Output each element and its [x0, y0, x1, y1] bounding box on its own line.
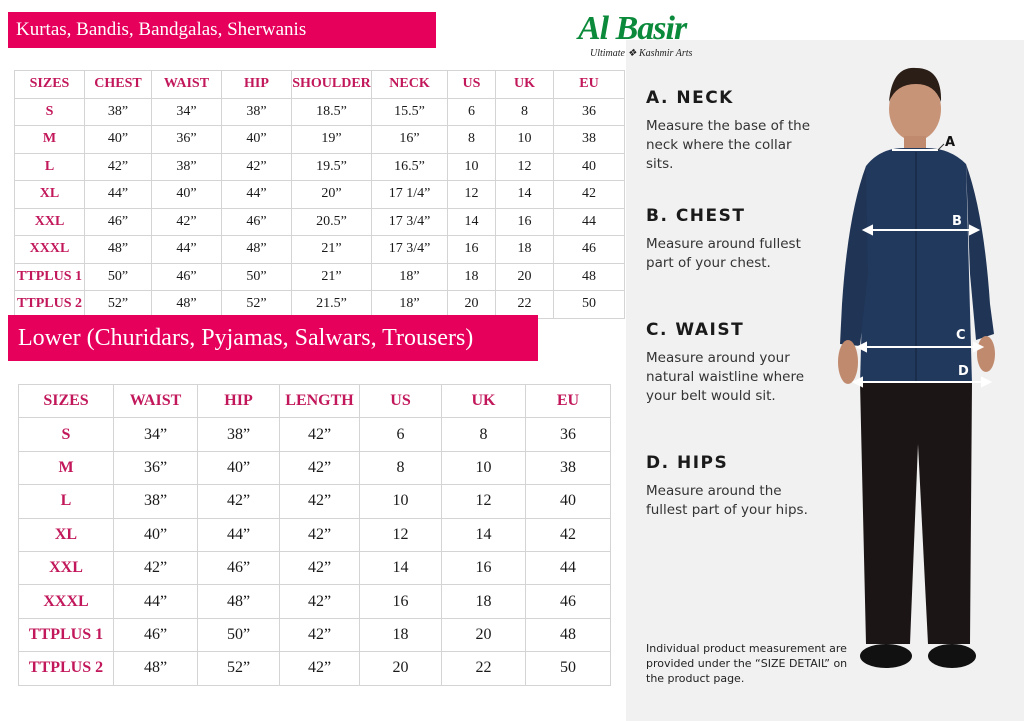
hips-arrow-right	[982, 378, 990, 386]
table-cell: 50	[554, 291, 625, 319]
table-cell: 20	[360, 652, 442, 685]
table-cell: 18	[442, 585, 526, 618]
size-label-cell: TTPLUS 1	[19, 618, 114, 651]
logo-tagline: Ultimate ❖ Kashmir Arts	[590, 48, 693, 59]
table-cell: 14	[496, 181, 554, 209]
table-cell: 20	[442, 618, 526, 651]
table-row	[19, 585, 611, 618]
table-cell: 18.5”	[292, 98, 372, 126]
table-row	[19, 652, 611, 685]
col-header-chest: CHEST	[85, 71, 152, 99]
table-row	[19, 485, 611, 518]
table-cell: 44”	[198, 518, 280, 551]
table-cell: 20	[448, 291, 496, 319]
table-row	[19, 418, 611, 451]
table-cell: 10	[360, 485, 442, 518]
table-cell: 48”	[222, 236, 292, 264]
col-header-hip: HIP	[222, 71, 292, 99]
size-label-cell: XXXL	[15, 236, 85, 264]
table-cell: 48	[526, 618, 611, 651]
table-cell: 40	[526, 485, 611, 518]
table-cell: 42”	[114, 551, 198, 584]
table-cell: 42”	[222, 153, 292, 181]
table-cell: 48”	[152, 291, 222, 319]
size-label-cell: XXXL	[19, 585, 114, 618]
model-left-hand	[838, 340, 858, 384]
col-header-hip: HIP	[198, 385, 280, 418]
table-header-row	[19, 385, 611, 418]
label-b: B	[952, 214, 962, 229]
table-cell: 46”	[114, 618, 198, 651]
neck-description: Measure the base of the neck where the collar sits.	[646, 118, 811, 172]
table-row	[19, 451, 611, 484]
table-cell: 10	[448, 153, 496, 181]
table-cell: 42”	[280, 652, 360, 685]
model-right-shoe	[928, 644, 976, 668]
table-cell: 18	[496, 236, 554, 264]
table-row	[15, 208, 625, 236]
model-right-arm	[966, 164, 994, 340]
table-cell: 14	[442, 518, 526, 551]
neck-heading: A. NECK	[646, 88, 734, 108]
table-cell: 20.5”	[292, 208, 372, 236]
kurtas-size-table	[14, 70, 625, 319]
size-label-cell: XL	[15, 181, 85, 209]
table-cell: 38	[554, 126, 625, 154]
table-cell: 48”	[198, 585, 280, 618]
col-header-uk: UK	[442, 385, 526, 418]
table-cell: 8	[448, 126, 496, 154]
table-cell: 52”	[198, 652, 280, 685]
table-cell: 42”	[198, 485, 280, 518]
table-cell: 38”	[198, 418, 280, 451]
col-header-sizes: SIZES	[19, 385, 114, 418]
table-cell: 38”	[222, 98, 292, 126]
table-cell: 16	[448, 236, 496, 264]
label-c: C	[956, 328, 966, 343]
model-figure-illustration	[820, 44, 1024, 714]
table-cell: 36”	[152, 126, 222, 154]
table-cell: 16	[360, 585, 442, 618]
measurement-footnote: Individual product measurement are provided under the “SIZE DETAIL” on the product page.	[646, 642, 848, 685]
table-cell: 50”	[198, 618, 280, 651]
section-title-lower: Lower (Churidars, Pyjamas, Salwars, Trousers)	[8, 315, 538, 361]
col-header-sizes: SIZES	[15, 71, 85, 99]
table-cell: 40”	[222, 126, 292, 154]
table-row	[15, 126, 625, 154]
table-cell: 42”	[280, 518, 360, 551]
table-cell: 42	[526, 518, 611, 551]
table-cell: 40	[554, 153, 625, 181]
label-a: A	[945, 135, 956, 150]
table-row	[19, 551, 611, 584]
table-cell: 16	[442, 551, 526, 584]
col-header-eu: EU	[554, 71, 625, 99]
table-cell: 42”	[280, 485, 360, 518]
table-cell: 40”	[152, 181, 222, 209]
table-cell: 44”	[152, 236, 222, 264]
table-cell: 21”	[292, 236, 372, 264]
table-cell: 44”	[222, 181, 292, 209]
col-header-us: US	[448, 71, 496, 99]
table-cell: 10	[496, 126, 554, 154]
table-cell: 16	[496, 208, 554, 236]
table-cell: 36	[554, 98, 625, 126]
table-cell: 48	[554, 263, 625, 291]
size-label-cell: XXL	[15, 208, 85, 236]
table-cell: 46”	[85, 208, 152, 236]
table-cell: 46	[526, 585, 611, 618]
table-cell: 42”	[280, 618, 360, 651]
logo-wordmark: Al Basir	[578, 10, 687, 47]
waist-description: Measure around your natural waistline where your belt would sit.	[646, 350, 805, 404]
table-cell: 10	[442, 451, 526, 484]
table-header-row	[15, 71, 625, 99]
hips-description: Measure around the fullest part of your hips.	[646, 483, 808, 518]
table-cell: 17 3/4”	[372, 236, 448, 264]
size-label-cell: TTPLUS 1	[15, 263, 85, 291]
size-label-cell: L	[15, 153, 85, 181]
table-cell: 44”	[85, 181, 152, 209]
table-cell: 44”	[114, 585, 198, 618]
table-cell: 6	[448, 98, 496, 126]
table-cell: 50”	[222, 263, 292, 291]
col-header-us: US	[360, 385, 442, 418]
neck-label-leader	[938, 144, 944, 150]
col-header-waist: WAIST	[152, 71, 222, 99]
table-cell: 21.5”	[292, 291, 372, 319]
col-header-eu: EU	[526, 385, 611, 418]
table-cell: 20	[496, 263, 554, 291]
table-cell: 8	[442, 418, 526, 451]
col-header-uk: UK	[496, 71, 554, 99]
table-cell: 8	[496, 98, 554, 126]
table-cell: 48”	[85, 236, 152, 264]
table-cell: 16”	[372, 126, 448, 154]
col-header-neck: NECK	[372, 71, 448, 99]
label-d: D	[958, 364, 969, 379]
table-cell: 12	[442, 485, 526, 518]
table-cell: 38	[526, 451, 611, 484]
table-cell: 40”	[85, 126, 152, 154]
brand-logo	[578, 10, 728, 62]
table-cell: 40”	[198, 451, 280, 484]
table-cell: 42”	[280, 418, 360, 451]
table-cell: 18	[448, 263, 496, 291]
section-title-kurtas: Kurtas, Bandis, Bandgalas, Sherwanis	[8, 12, 436, 48]
size-label-cell: S	[15, 98, 85, 126]
chest-description: Measure around fullest part of your chest.	[646, 236, 801, 271]
table-cell: 38”	[152, 153, 222, 181]
size-label-cell: L	[19, 485, 114, 518]
size-label-cell: M	[19, 451, 114, 484]
table-cell: 18	[360, 618, 442, 651]
table-cell: 38”	[114, 485, 198, 518]
table-cell: 17 1/4”	[372, 181, 448, 209]
table-cell: 19”	[292, 126, 372, 154]
size-label-cell: TTPLUS 2	[19, 652, 114, 685]
table-row	[15, 98, 625, 126]
table-row	[15, 181, 625, 209]
table-cell: 20”	[292, 181, 372, 209]
table-cell: 42”	[280, 451, 360, 484]
table-cell: 42”	[280, 585, 360, 618]
col-header-shoulder: SHOULDER	[292, 71, 372, 99]
table-cell: 36	[526, 418, 611, 451]
table-cell: 48”	[114, 652, 198, 685]
waist-heading: C. WAIST	[646, 320, 745, 340]
table-cell: 18”	[372, 291, 448, 319]
table-cell: 22	[442, 652, 526, 685]
model-right-hand	[977, 336, 995, 372]
table-cell: 42	[554, 181, 625, 209]
table-cell: 42”	[152, 208, 222, 236]
model-left-shoe	[860, 644, 912, 668]
table-cell: 16.5”	[372, 153, 448, 181]
table-cell: 22	[496, 291, 554, 319]
table-cell: 14	[360, 551, 442, 584]
table-cell: 50”	[85, 263, 152, 291]
size-label-cell: S	[19, 418, 114, 451]
size-label-cell: XXL	[19, 551, 114, 584]
table-cell: 46”	[152, 263, 222, 291]
chest-heading: B. CHEST	[646, 206, 746, 226]
table-cell: 34”	[152, 98, 222, 126]
table-row	[15, 263, 625, 291]
table-row	[19, 518, 611, 551]
table-cell: 17 3/4”	[372, 208, 448, 236]
table-cell: 6	[360, 418, 442, 451]
table-row	[15, 153, 625, 181]
col-header-waist: WAIST	[114, 385, 198, 418]
table-cell: 44	[554, 208, 625, 236]
table-row	[15, 236, 625, 264]
table-cell: 12	[360, 518, 442, 551]
table-cell: 44	[526, 551, 611, 584]
hips-arrow-left	[854, 378, 862, 386]
table-cell: 21”	[292, 263, 372, 291]
table-row	[19, 618, 611, 651]
size-label-cell: TTPLUS 2	[15, 291, 85, 319]
table-cell: 19.5”	[292, 153, 372, 181]
table-cell: 46”	[222, 208, 292, 236]
table-cell: 36”	[114, 451, 198, 484]
table-cell: 52”	[222, 291, 292, 319]
size-label-cell: XL	[19, 518, 114, 551]
table-cell: 12	[496, 153, 554, 181]
table-cell: 40”	[114, 518, 198, 551]
table-cell: 15.5”	[372, 98, 448, 126]
col-header-length: LENGTH	[280, 385, 360, 418]
table-cell: 12	[448, 181, 496, 209]
table-cell: 38”	[85, 98, 152, 126]
table-cell: 18”	[372, 263, 448, 291]
table-cell: 46	[554, 236, 625, 264]
hips-heading: D. HIPS	[646, 453, 729, 473]
table-cell: 42”	[85, 153, 152, 181]
size-label-cell: M	[15, 126, 85, 154]
table-cell: 46”	[198, 551, 280, 584]
table-cell: 14	[448, 208, 496, 236]
table-row	[15, 291, 625, 319]
table-cell: 52”	[85, 291, 152, 319]
table-cell: 34”	[114, 418, 198, 451]
table-cell: 42”	[280, 551, 360, 584]
model-trousers	[860, 382, 972, 644]
table-cell: 50	[526, 652, 611, 685]
table-cell: 8	[360, 451, 442, 484]
lower-size-table	[18, 384, 611, 686]
